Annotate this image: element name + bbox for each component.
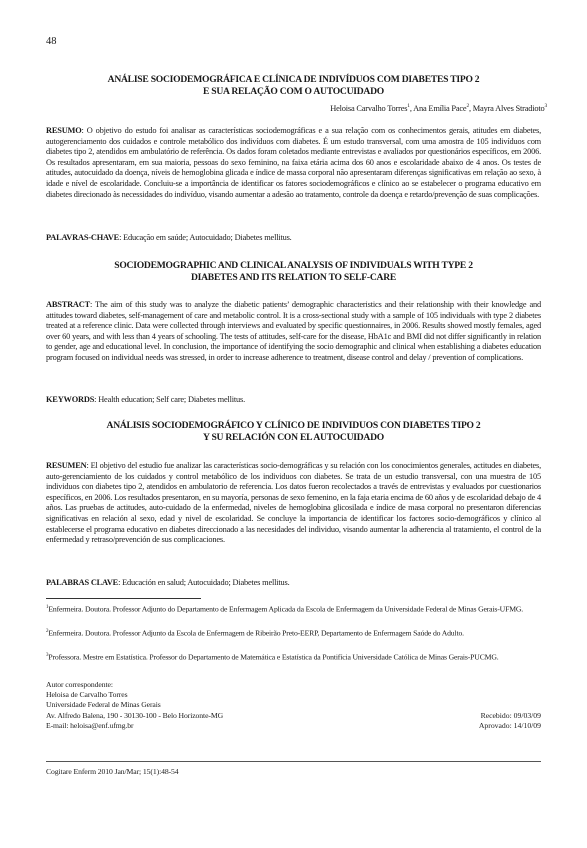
author-affiliation-mark: 1 — [407, 103, 410, 109]
abstract-text: : O objetivo do estudo foi analisar as características sociodemográficas e a sua relação com os conhecimentos gerais, atitudes em diabetes, autogerenciamento dos cuidados e controle metabólico dos indivíduos com diabetes. É um estudo transversal, com uma amostra de 105 indivíduos com diabetes tipo 2, atendidos em ambulatório de referência. Os dados foram coletados mediante entrevistas e avaliados por questionários específicos, em 2006. Os resultados apresentaram, em sua maioria, pessoas do sexo feminino, na faixa etária acima dos 60 anos e escolaridade abaixo de 4 anos. Os testes de atitudes, autocuidado da doença, níveis de hemoglobina glicada e índice de massa corporal não apresentaram diferenças significativas em relação ao sexo, à idade e nível de escolaridade. Concluiu-se a importância de identificar os fatores sociodemográficos e clínico ao se estabelecer o programa educativo em diabetes direcionado às necessidades do indivíduo, visando aumentar a adesão ao tratamento, controle da doença e retardo/prevenção de suas complicações. — [46, 126, 541, 199]
keywords-text: : Educación en salud; Autocuidado; Diabetes mellitus. — [118, 578, 290, 587]
footnote-mark: 2 — [46, 629, 49, 634]
footnote-text: Professora. Mestre em Estatística. Professor do Departamento de Matemática e Estatística da Pontifícia Universidade Católica de Minas Gerais-PUCMG. — [48, 652, 499, 662]
submission-dates — [479, 711, 541, 731]
keywords-english — [46, 395, 541, 406]
abstract-label: RESUMEN — [46, 461, 87, 470]
keywords-portuguese — [46, 233, 541, 244]
keywords-label: PALAVRAS-CHAVE — [46, 233, 120, 242]
footnote-text: Enfermeira. Doutora. Professor Adjunto do Departamento de Enfermagem Aplicada da Escola de Enfermagem da Universidade Federal de Minas Gerais-UFMG. — [48, 604, 524, 614]
keywords-text: : Educação em saúde; Autocuidado; Diabetes mellitus. — [119, 233, 292, 242]
title-portuguese — [40, 74, 547, 98]
keywords-spanish — [46, 578, 541, 589]
title-line: ANÁLISE SOCIODEMOGRÁFICA E CLÍNICA DE INDIVÍDUOS COM DIABETES TIPO 2 — [107, 74, 480, 85]
title-line: Y SU RELACIÓN CON EL AUTOCUIDADO — [203, 432, 384, 443]
correspondence-email: E-mail: heloisa@enf.ufmg.br — [46, 720, 134, 730]
approved-date: Aprovado: 14/10/09 — [478, 721, 541, 731]
title-line: ANÁLISIS SOCIODEMOGRÁFICO Y CLÍNICO DE INDIVIDUOS CON DIABETES TIPO 2 — [106, 420, 481, 431]
received-date: Recebido: 09/03/09 — [480, 711, 541, 720]
abstract-portuguese — [46, 126, 541, 200]
author-affiliation-mark: 3 — [544, 103, 547, 109]
title-spanish — [40, 420, 547, 444]
abstract-text: : The aim of this study was to analyze the diabetic patients’ demographic characteristics and their relationship with their knowledge and attitudes toward diabetes, self-management of care and metabolic control. It is a cross-sectional study with a sample of 105 individuals with type 2 diabetes treated at a reference clinic. Data were collected through interviews and evaluated by specific questionnaires, in 2006. Results showed mostly females, aged over 60 years, and with less than 4 years of schooling. The tests of attitudes, self-care for the disease, HbA1c and BMI did not differ significantly in relation to gender, age and educational level. In conclusion, the importance of identifying the socio demographic and clinical when establishing a diabetes education program focused on individual needs was stressed, in order to increase adherence to treatment, disease control and delay / prevention of complications. — [46, 300, 541, 362]
title-line: SOCIODEMOGRAPHIC AND CLINICAL ANALYSIS OF INDIVIDUALS WITH TYPE 2 — [114, 260, 473, 271]
correspondence-institution: Universidade Federal de Minas Gerais — [46, 700, 161, 710]
page-number: 48 — [46, 36, 57, 47]
author-name: , Mayra Alves Stradioto — [469, 103, 545, 113]
footnote — [46, 627, 541, 638]
title-line: E SUA RELAÇÃO COM O AUTOCUIDADO — [202, 86, 385, 97]
author-affiliation-mark: 2 — [466, 103, 470, 109]
author-name: , Ana Emília Pace — [409, 103, 467, 113]
correspondence-address: Av. Alfredo Balena, 190 - 30130-100 - Belo Horizonte-MG — [46, 710, 224, 720]
footnote-mark: 1 — [46, 605, 49, 610]
author-name: Heloisa Carvalho Torres — [330, 103, 408, 113]
journal-citation: Cogitare Enferm 2010 Jan/Mar; 15(1):48-54 — [46, 767, 179, 776]
abstract-spanish — [46, 461, 541, 546]
footnote — [46, 603, 541, 614]
abstract-english — [46, 300, 541, 364]
correspondence-label: Autor correspondente: — [46, 680, 113, 689]
abstract-text: : El objetivo del estudio fue analizar las características socio-demográficas y su relación con los conocimientos generales, actitudes en diabetes, auto-gerenciamiento de los cuidados y control metabólico de los individuos con diabetes. Se trata de un estudio transversal, con una muestra de 105 individuos con diabetes tipo 2, atendidos en ambulatorio de referencia. Los datos fueron recolectados a través de entrevistas y evaluados por cuestionarios específicos, en 2006. Los resultados presentaron, en su mayoría, personas de sexo femenino, en la faja etaria encima de 60 años y de escolaridad debajo de 4 años. Las pruebas de actitudes, auto-cuidado de la enfermedad, niveles de hemoglobina glicosilada e índice de masa corporal no presentaron diferencias significativas en relación al sexo, edad y nivel de escolaridad. Se concluye la importancia de identificar los factores socio-demográficos y clínico al establecerse el programa educativo en diabetes direccionado a las necesidades del individuo, visando aumentar la adherencia al tratamiento, el control de la enfermedad y retraso/prevención de sus complicaciones. — [46, 461, 541, 545]
footnote-divider — [46, 598, 201, 599]
keywords-label: PALABRAS CLAVE — [46, 578, 119, 587]
abstract-label: RESUMO — [46, 126, 82, 135]
footer-divider — [46, 761, 541, 762]
keywords-label: KEYWORDS — [46, 395, 95, 404]
correspondence-block — [46, 680, 223, 731]
author-list — [330, 103, 547, 113]
footnote — [46, 651, 541, 662]
title-line: DIABETES AND ITS RELATION TO SELF-CARE — [190, 272, 397, 283]
correspondence-name: Heloisa de Carvalho Torres — [46, 690, 128, 700]
title-english — [40, 260, 547, 284]
keywords-text: : Health education; Self care; Diabetes mellitus. — [94, 395, 245, 404]
footnote-text: Enfermeira. Doutora. Professor Adjunto da Escola de Enfermagem de Ribeirão Preto-EERP, Departamento de Enfermagem Saúde do Adulto. — [48, 628, 464, 638]
abstract-label: ABSTRACT — [46, 300, 90, 309]
footnote-mark: 3 — [46, 653, 49, 658]
